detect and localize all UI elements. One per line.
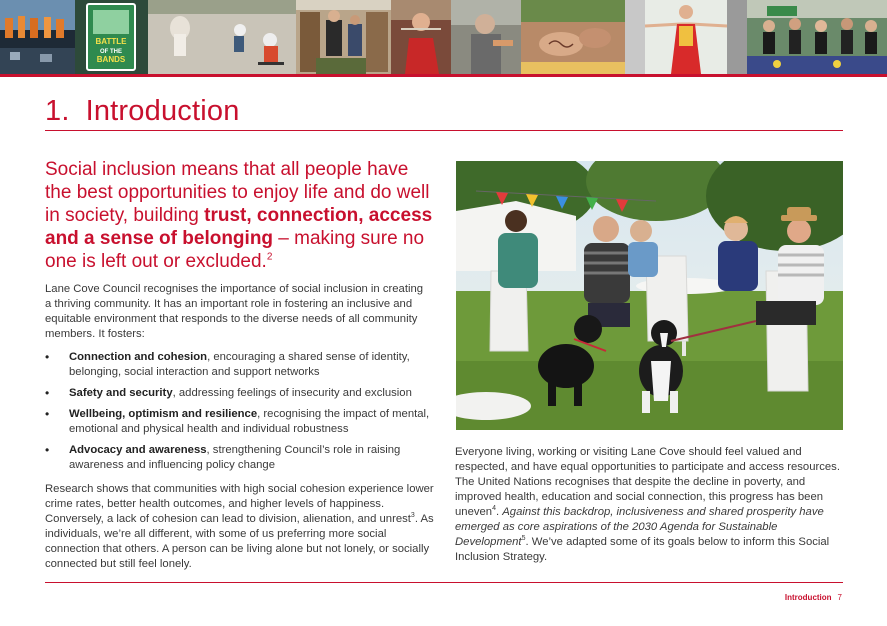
list-item: [45, 407, 435, 437]
sign-line3: BANDS: [96, 55, 126, 64]
list-item-term: Advocacy and awareness: [69, 444, 207, 456]
list-item-term: Connection and cohesion: [69, 351, 208, 363]
community-picnic-photo: [456, 161, 843, 430]
everyone-sep: .: [495, 506, 503, 518]
banner-photo-library: [296, 0, 391, 74]
research-paragraph: [45, 482, 435, 572]
section-number: 1.: [45, 95, 70, 127]
research-part2: . As individuals, we’re all different, with some of us preferring more social connection that others. A person can be living alone but not lonely, or socially connected but still feel lonely.: [45, 513, 434, 570]
banner-photo-elder: [451, 0, 521, 74]
list-item-text: , addressing feelings of insecurity and exclusion: [172, 387, 412, 399]
research-part1: Research shows that communities with high social cohesion experience lower crime rates, better health outcomes, and higher levels of happiness. Conversely, a lack of cohesion can lead to division, alienation, and unrest: [45, 483, 434, 525]
footnote-ref: 2: [266, 251, 273, 263]
elder-illustration: [451, 0, 521, 74]
banner-photo-henna: [521, 0, 625, 74]
sign-line1: BATTLE: [95, 37, 127, 46]
page-footer: [785, 593, 842, 602]
list-item: [45, 443, 435, 473]
list-item-text: , recognising the impact of mental, emotional and physical health and individual robustness: [69, 408, 430, 435]
bullet-icon: •: [45, 350, 50, 364]
banner-photo-flute: [391, 0, 451, 74]
stage-illustration: [0, 0, 75, 74]
everyone-paragraph: [455, 445, 847, 565]
banner-photo-group: [747, 0, 887, 74]
list-item: [45, 386, 435, 401]
banner-rule: [0, 74, 887, 77]
footnote-ref: 3: [410, 512, 415, 520]
list-item-term: Wellbeing, optimism and resilience: [69, 408, 258, 420]
bullet-icon: •: [45, 407, 50, 421]
lead-part1: Social inclusion means that all people have the best opportunities to enjoy life and do well in society, building: [45, 159, 430, 226]
everyone-part2: . We’ve adapted some of its goals below to inform this Social Inclusion Strategy.: [455, 536, 830, 563]
page-number: 7: [837, 593, 842, 602]
lead-statement: [45, 158, 440, 273]
list-item-text: , strengthening Council’s role in raising awareness and influencing policy change: [69, 444, 401, 471]
footer-section-label: Introduction: [784, 593, 832, 602]
list-item-term: Safety and security: [69, 387, 173, 399]
list-item-text: , encouraging a shared sense of identity, belonging, social interaction and support networks: [69, 351, 410, 378]
footnote-ref: 4: [492, 505, 496, 513]
battle-of-the-bands-sign: [75, 0, 148, 74]
lead-bold: trust, connection, access and a sense of belonging: [45, 205, 433, 249]
sign-line2: OF THE: [100, 49, 122, 55]
banner-photo-skate: [148, 0, 296, 74]
section-title: Introduction: [85, 95, 240, 127]
photo-banner: [0, 0, 887, 74]
banner-photo-sign: [75, 0, 148, 74]
footnote-ref: 5: [521, 535, 526, 543]
banner-photo-stage: [0, 0, 75, 74]
list-item: [45, 350, 435, 380]
everyone-part1: Everyone living, working or visiting Lane Cove should feel valued and respected, and have equal opportunities to participate and access resources. The United Nations recognises that despite the decline in poverty, and improved health, education and social connection, this progress has been uneven: [455, 446, 840, 518]
lead-part2: – making sure no one is left out or excluded.: [45, 228, 425, 272]
flute-player-illustration: [391, 0, 451, 74]
group-illustration: [747, 0, 887, 74]
intro-paragraph: Lane Cove Council recognises the importance of social inclusion in creating a thriving community. It has an important role in fostering an inclusive and equitable environment that responds to the diverse needs of all community members. It fosters:: [45, 283, 424, 340]
henna-illustration: [521, 0, 625, 74]
skate-illustration: [148, 0, 296, 74]
section-heading: [45, 95, 240, 128]
fosters-list: [45, 350, 435, 479]
footer-rule: [45, 582, 843, 583]
library-illustration: [296, 0, 391, 74]
dancer-illustration: [625, 0, 747, 74]
banner-photo-dancer: [625, 0, 747, 74]
heading-rule: [45, 130, 843, 131]
picnic-illustration: [456, 161, 843, 430]
bullet-icon: •: [45, 386, 50, 400]
everyone-italic: Against this backdrop, inclusiveness and shared prosperity have emerged as core aspirations of the 2030 Agenda for Sustainable Development: [455, 506, 824, 548]
bullet-icon: •: [45, 443, 50, 457]
